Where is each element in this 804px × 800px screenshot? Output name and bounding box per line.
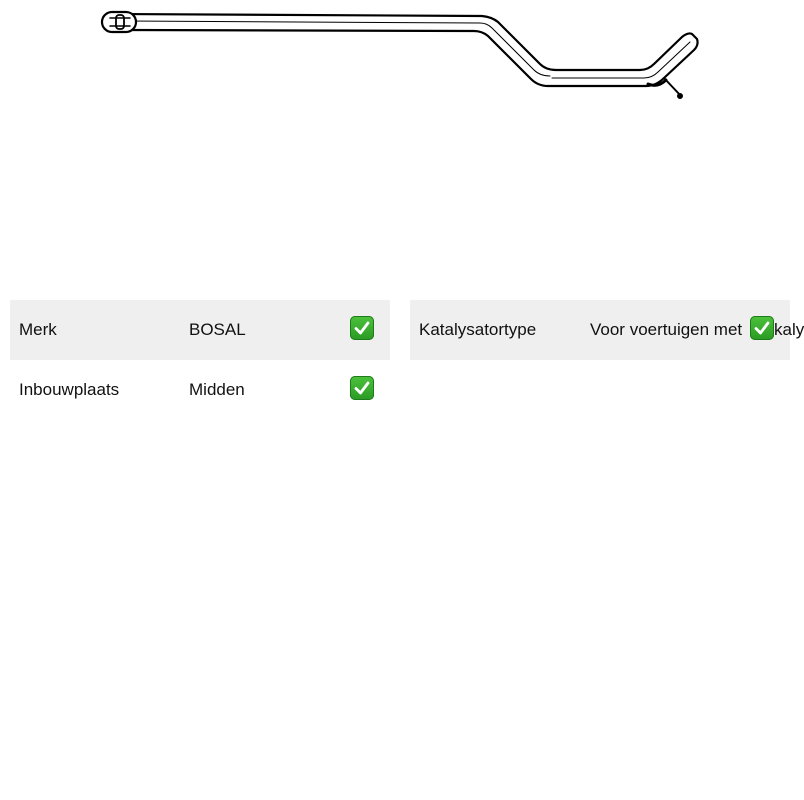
spec-table-left	[10, 300, 390, 420]
spec-value: BOSAL	[189, 320, 246, 339]
spec-value: Midden	[189, 380, 245, 399]
spec-row-inbouwplaats	[10, 360, 390, 420]
spec-table-right	[410, 300, 804, 360]
spec-label: Inbouwplaats	[19, 380, 120, 399]
spec-label: Merk	[19, 320, 57, 339]
spec-row-merk	[10, 300, 390, 360]
exhaust-pipe-icon	[0, 0, 800, 120]
spec-label: Katalysatortype	[419, 320, 537, 339]
check-icon	[350, 316, 374, 340]
spec-row-katalysatortype	[410, 300, 804, 360]
check-icon	[350, 376, 374, 400]
spec-value-overflow: kaly	[774, 320, 804, 339]
spec-value: Voor voertuigen met	[590, 320, 743, 339]
check-icon	[750, 316, 774, 340]
